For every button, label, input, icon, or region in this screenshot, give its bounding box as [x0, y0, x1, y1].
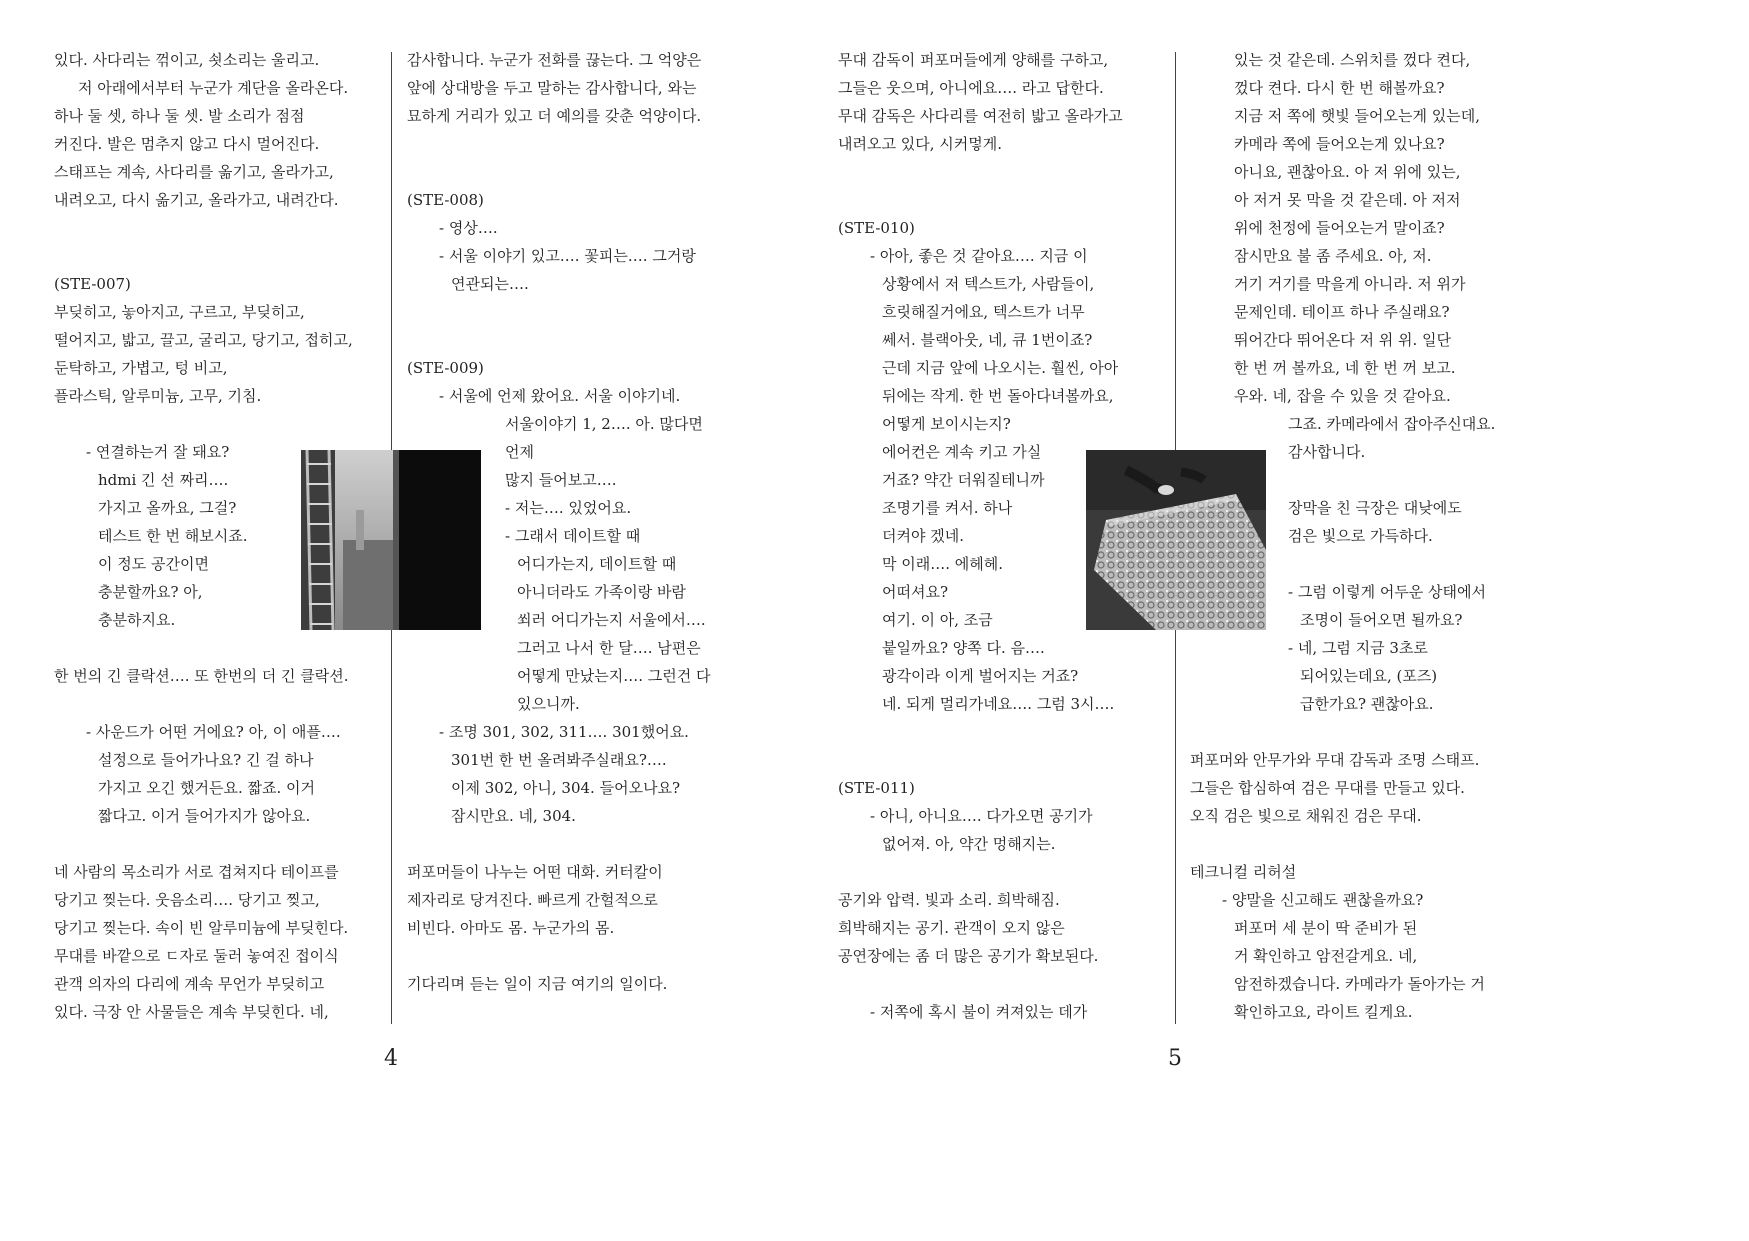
text-line: 앞에 상대방을 두고 말하는 감사합니다, 와는	[407, 79, 697, 97]
text-line: 감사합니다. 누군가 전화를 끊는다. 그 억양은	[407, 51, 702, 69]
text-line: - 조명 301, 302, 311…. 301했어요.	[439, 723, 689, 741]
text-line: 언제	[505, 443, 534, 461]
text-line: 잠시만요. 네, 304.	[451, 807, 576, 825]
text-line	[407, 326, 710, 354]
text-line: 에어컨은 계속 키고 가실	[882, 443, 1042, 461]
text-line: (STE-010)	[838, 219, 915, 237]
text-line: - 연결하는거 잘 돼요?	[86, 443, 230, 461]
text-line: 공연장에는 좀 더 많은 공기가 확보된다.	[838, 947, 1099, 965]
text-line: 어디가는지, 데이트할 때	[517, 555, 677, 573]
text-line	[1190, 718, 1495, 746]
text-line: 뛰어간다 뛰어온다 저 위 위. 일단	[1234, 331, 1451, 349]
text-line: - 저쪽에 혹시 불이 켜져있는 데가	[870, 1003, 1088, 1021]
text-line: 어떠셔요?	[882, 583, 949, 601]
text-line	[54, 690, 353, 718]
text-line	[54, 830, 353, 858]
text-line: 301번 한 번 올려봐주실래요?….	[451, 751, 667, 769]
page5-col1-text	[838, 46, 1123, 1026]
text-line: 가지고 올까요, 그걸?	[98, 499, 237, 517]
text-line: 기다리며 듣는 일이 지금 여기의 일이다.	[407, 975, 668, 993]
text-line: 충분하지요.	[98, 611, 176, 629]
text-line: 무대 감독은 사다리를 여전히 밟고 올라가고	[838, 107, 1123, 125]
text-line: 충분할까요? 아,	[98, 583, 203, 601]
text-line: 퍼포머와 안무가와 무대 감독과 조명 스태프.	[1190, 751, 1480, 769]
text-line: 그죠. 카메라에서 잡아주신대요.	[1288, 415, 1496, 433]
text-line: 근데 지금 앞에 나오시는. 훨씬, 아아	[882, 359, 1119, 377]
text-line: 스태프는 계속, 사다리를 옮기고, 올라가고,	[54, 163, 334, 181]
text-line: 가지고 오긴 했거든요. 짧죠. 이거	[98, 779, 315, 797]
text-line: 장막을 친 극장은 대낮에도	[1288, 499, 1462, 517]
text-line: 급한가요? 괜찮아요.	[1300, 695, 1434, 713]
text-line: 그러고 나서 한 달…. 남편은	[517, 639, 701, 657]
text-line: 내려오고, 다시 옮기고, 올라가고, 내려간다.	[54, 191, 339, 209]
text-line: 당기고 찢는다. 속이 빈 알루미늄에 부딪힌다.	[54, 919, 349, 937]
text-line: 제자리로 당겨진다. 빠르게 간헐적으로	[407, 891, 658, 909]
text-line: 희박해지는 공기. 관객이 오지 않은	[838, 919, 1065, 937]
text-line: 암전하겠습니다. 카메라가 돌아가는 거	[1234, 975, 1485, 993]
text-line: 내려오고 있다, 시커멓게.	[838, 135, 1002, 153]
text-line: 되어있는데요, (포즈)	[1300, 667, 1438, 685]
text-line: 있으니까.	[517, 695, 580, 713]
text-line: - 서울에 언제 왔어요. 서울 이야기네.	[439, 387, 681, 405]
text-line: (STE-009)	[407, 359, 484, 377]
text-line: 떨어지고, 밟고, 끌고, 굴리고, 당기고, 접히고,	[54, 331, 353, 349]
text-line: 하나 둘 셋, 하나 둘 셋. 발 소리가 점점	[54, 107, 305, 125]
text-line: 한 번의 긴 클락션…. 또 한번의 더 긴 클락션.	[54, 667, 349, 685]
text-line: (STE-011)	[838, 779, 915, 797]
text-line: 있다. 극장 안 사물들은 계속 부딪힌다. 네,	[54, 1003, 329, 1021]
text-line	[407, 942, 710, 970]
text-line: 지금 저 쪽에 햇빛 들어오는게 있는데,	[1234, 107, 1480, 125]
text-line: 붙일까요? 양쪽 다. 음….	[882, 639, 1045, 657]
text-line: 무대를 바깥으로 ㄷ자로 둘러 놓여진 접이식	[54, 947, 339, 965]
text-line: 여기. 이 아, 조금	[882, 611, 993, 629]
text-line: 조명이 들어오면 될까요?	[1300, 611, 1463, 629]
text-line	[838, 718, 1123, 746]
text-line: 쎄서. 블랙아웃, 네, 큐 1번이죠?	[882, 331, 1093, 349]
text-line: 이제 302, 아니, 304. 들어오나요?	[451, 779, 681, 797]
text-line: 어떻게 만났는지…. 그런건 다	[517, 667, 711, 685]
text-line: - 그래서 데이트할 때	[505, 527, 641, 545]
text-line: 어떻게 보이시는지?	[882, 415, 1011, 433]
text-line	[838, 746, 1123, 774]
text-line: - 아니, 아니요…. 다가오면 공기가	[870, 807, 1093, 825]
text-line: 설정으로 들어가나요? 긴 걸 하나	[98, 751, 314, 769]
text-line: 많지 들어보고….	[505, 471, 617, 489]
text-line: 거기 거기를 막을게 아니라. 저 위가	[1234, 275, 1466, 293]
text-line: 그들은 웃으며, 아니에요…. 라고 답한다.	[838, 79, 1104, 97]
text-line: 커진다. 발은 멈추지 않고 다시 멀어진다.	[54, 135, 320, 153]
text-line: 플라스틱, 알루미늄, 고무, 기침.	[54, 387, 262, 405]
text-line: 아니요, 괜찮아요. 아 저 위에 있는,	[1234, 163, 1461, 181]
text-line	[54, 214, 353, 242]
page-number-right: 5	[1168, 1046, 1182, 1071]
text-line: 상황에서 저 텍스트가, 사람들이,	[882, 275, 1095, 293]
text-line: - 사운드가 어떤 거에요? 아, 이 애플….	[86, 723, 341, 741]
text-line	[407, 130, 710, 158]
text-line: 위에 천정에 들어오는거 말이죠?	[1234, 219, 1445, 237]
text-line: 있다. 사다리는 꺾이고, 쇳소리는 울리고.	[54, 51, 320, 69]
text-line	[54, 634, 353, 662]
text-line	[838, 186, 1123, 214]
text-line: 있는 것 같은데. 스위치를 껐다 켠다,	[1234, 51, 1471, 69]
text-line	[1190, 830, 1495, 858]
text-line: - 네, 그럼 지금 3초로	[1288, 639, 1428, 657]
text-line: - 저는…. 있었어요.	[505, 499, 632, 517]
text-line: 연관되는….	[451, 275, 529, 293]
text-line: 아 저거 못 막을 것 같은데. 아 저저	[1234, 191, 1461, 209]
text-line: 더켜야 겠네.	[882, 527, 964, 545]
text-line: 거 확인하고 암전갈게요. 네,	[1234, 947, 1418, 965]
ladder-photo	[301, 450, 481, 630]
text-line: 흐릿해질거에요, 텍스트가 너무	[882, 303, 1085, 321]
text-line: 거죠? 약간 더워질테니까	[882, 471, 1045, 489]
text-line: 공기와 압력. 빛과 소리. 희박해짐.	[838, 891, 1060, 909]
text-line: - 아아, 좋은 것 같아요…. 지금 이	[870, 247, 1088, 265]
text-line	[407, 830, 710, 858]
text-line: 검은 빛으로 가득하다.	[1288, 527, 1433, 545]
text-line: 서울이야기 1, 2…. 아. 많다면	[505, 415, 703, 433]
text-line: (STE-008)	[407, 191, 484, 209]
text-line: 이 정도 공간이면	[98, 555, 209, 573]
text-line: 감사합니다.	[1288, 443, 1366, 461]
text-line: 네. 되게 멀리가네요…. 그럼 3시….	[882, 695, 1115, 713]
text-line	[54, 410, 353, 438]
text-line: 아니더라도 가족이랑 바람	[517, 583, 686, 601]
text-line	[838, 858, 1123, 886]
text-line: 비빈다. 아마도 몸. 누군가의 몸.	[407, 919, 615, 937]
text-line: - 양말을 신고해도 괜찮을까요?	[1222, 891, 1424, 909]
text-line	[838, 158, 1123, 186]
text-line: 그들은 합심하여 검은 무대를 만들고 있다.	[1190, 779, 1465, 797]
text-line: 없어져. 아, 약간 멍해지는.	[882, 835, 1056, 853]
text-line: 퍼포머들이 나누는 어떤 대화. 커터칼이	[407, 863, 663, 881]
text-line: 쐬러 어디가는지 서울에서….	[517, 611, 706, 629]
text-line: (STE-007)	[54, 275, 131, 293]
text-line: 막 이래…. 에헤헤.	[882, 555, 1004, 573]
text-line: 껐다 켠다. 다시 한 번 해볼까요?	[1234, 79, 1445, 97]
text-line	[407, 158, 710, 186]
text-line: 광각이라 이게 벌어지는 거죠?	[882, 667, 1079, 685]
text-line: hdmi 긴 선 짜리….	[98, 471, 229, 489]
text-line	[407, 298, 710, 326]
floor-photo	[1086, 450, 1266, 630]
text-line: 카메라 쪽에 들어오는게 있나요?	[1234, 135, 1445, 153]
text-line: 무대 감독이 퍼포머들에게 양해를 구하고,	[838, 51, 1109, 69]
text-line: 묘하게 거리가 있고 더 예의를 갖춘 억양이다.	[407, 107, 702, 125]
page-number-left: 4	[384, 1046, 398, 1071]
text-line: 둔탁하고, 가볍고, 텅 비고,	[54, 359, 228, 377]
text-line: 테스트 한 번 해보시죠.	[98, 527, 248, 545]
text-line: 부딪히고, 놓아지고, 구르고, 부딪히고,	[54, 303, 305, 321]
text-line: 네 사람의 목소리가 서로 겹쳐지다 테이프를	[54, 863, 339, 881]
text-line: - 그럼 이렇게 어두운 상태에서	[1288, 583, 1487, 601]
text-line: 확인하고요, 라이트 킬게요.	[1234, 1003, 1413, 1021]
text-line: 오직 검은 빛으로 채워진 검은 무대.	[1190, 807, 1422, 825]
text-line: 저 아래에서부터 누군가 계단을 올라온다.	[78, 79, 349, 97]
text-line: 잠시만요 불 좀 주세요. 아, 저.	[1234, 247, 1432, 265]
text-line: 당기고 찢는다. 웃음소리…. 당기고 찢고,	[54, 891, 320, 909]
text-line: - 서울 이야기 있고…. 꽃피는…. 그거랑	[439, 247, 696, 265]
text-line: 한 번 꺼 볼까요, 네 한 번 꺼 보고.	[1234, 359, 1456, 377]
text-line: 우와. 네, 잡을 수 있을 것 같아요.	[1234, 387, 1451, 405]
text-line: 퍼포머 세 분이 딱 준비가 된	[1234, 919, 1418, 937]
text-line: - 영상….	[439, 219, 498, 237]
text-line: 관객 의자의 다리에 계속 무언가 부딪히고	[54, 975, 325, 993]
text-line	[54, 242, 353, 270]
text-line: 테크니컬 리허설	[1190, 863, 1297, 881]
text-line	[838, 970, 1123, 998]
text-line: 짧다고. 이거 들어가지가 않아요.	[98, 807, 311, 825]
text-line: 뒤에는 작게. 한 번 돌아다녀볼까요,	[882, 387, 1114, 405]
text-line: 조명기를 켜서. 하나	[882, 499, 1013, 517]
text-line: 문제인데. 테이프 하나 주실래요?	[1234, 303, 1450, 321]
